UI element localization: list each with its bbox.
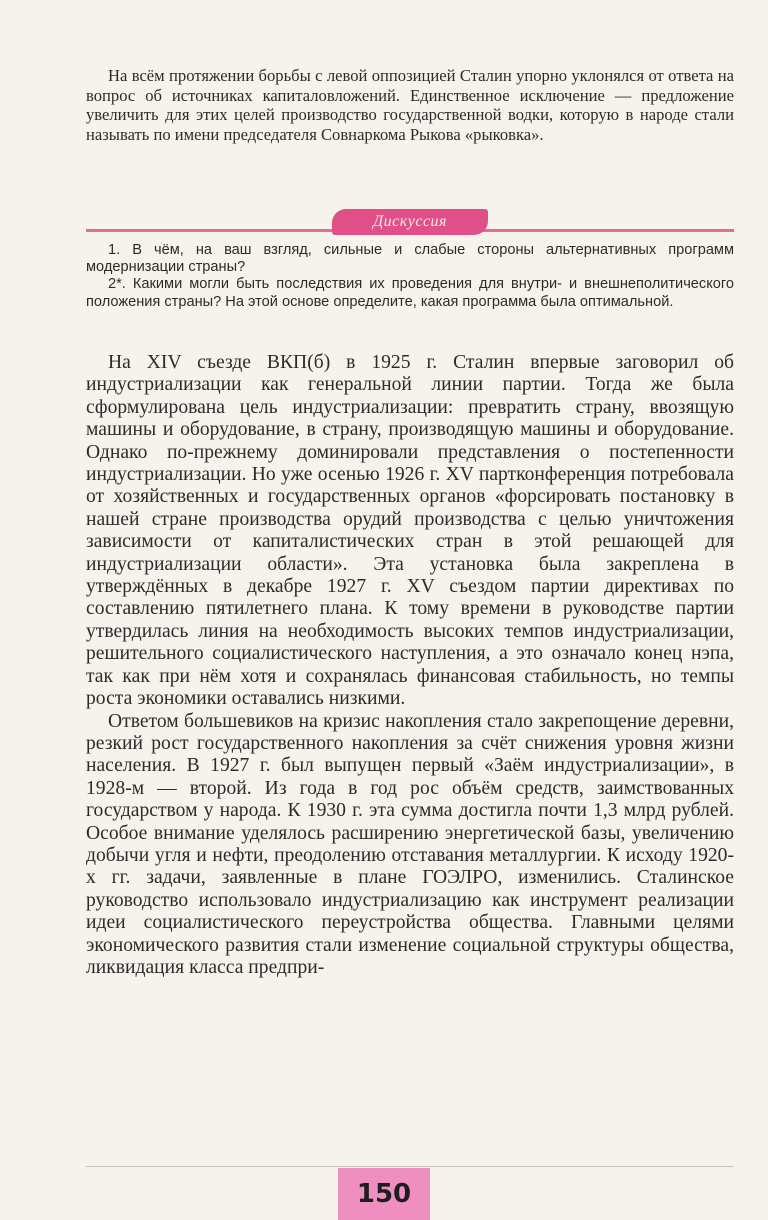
- main-body: [86, 352, 734, 979]
- discussion-question-2: 2*. Какими могли быть последствия их проведения для внутри- и внешнеполитического положения страны? На этой основе определите, какая программа была оптимальной.: [86, 276, 734, 310]
- discussion-title: Дискуссия: [332, 209, 488, 235]
- page-number: 150: [338, 1168, 430, 1220]
- intro-paragraph: На всём протяжении борьбы с левой оппозицией Сталин упорно уклонялся от ответа на вопрос об источниках капиталовложений. Единственное исключение — предложение увеличить для этих целей производство государственной водки, которую в народе стали называть по имени председателя Совнаркома Рыкова «рыковка».: [86, 66, 734, 144]
- main-paragraph-1: На XIV съезде ВКП(б) в 1925 г. Сталин впервые заговорил об индустриализации как генеральной линии партии. Тогда же была сформулирована цель индустриализации: превратить страну, ввозящую машины и оборудование, в страну, производящую машины и оборудование. Однако по-прежнему доминировали представления о постепенности индустриализации. Но уже осенью 1926 г. XV партконференция потребовала от хозяйственных и государственных органов «форсировать постановку в нашей стране производства орудий производства с целью уничтожения зависимости от капиталистических стран в этой решающей для индустриализации области». Эта установка была закреплена в утверждённых в декабре 1927 г. XV съездом партии директивах по составлению пятилетнего плана. К тому времени в руководстве партии утвердилась линия на необходимость высоких темпов индустриализации, решительного социалистического наступления, а это означало конец нэпа, так как при нём хотя и сохранялась финансовая стабильность, но темпы роста экономики оставались низкими.: [86, 352, 734, 710]
- main-paragraph-2: Ответом большевиков на кризис накопления стало закрепощение деревни, резкий рост государственного накопления за счёт снижения уровня жизни населения. В 1927 г. был выпущен первый «Заём индустриализации», в 1928-м — второй. Из года в год рос объём средств, заимствованных государством у народа. К 1930 г. эта сумма достигла почти 1,3 млрд рублей. Особое внимание уделялось расширению энергетической базы, увеличению добычи угля и нефти, преодолению отставания металлургии. К исходу 1920-х гг. задачи, заявленные в плане ГОЭЛРО, изменились. Сталинское руководство использовало индустриализацию как инструмент реализации идеи социалистического переустройства общества. Главными целями экономического развития стали изменение социальной структуры общества, ликвидация класса предпри-: [86, 710, 734, 978]
- discussion-question-1: 1. В чём, на ваш взгляд, сильные и слабые стороны альтернативных программ модернизации страны?: [86, 242, 734, 276]
- discussion-questions: [86, 242, 734, 311]
- discussion-header: [86, 205, 734, 237]
- footer-divider: [86, 1166, 734, 1167]
- intro-section: [86, 66, 734, 144]
